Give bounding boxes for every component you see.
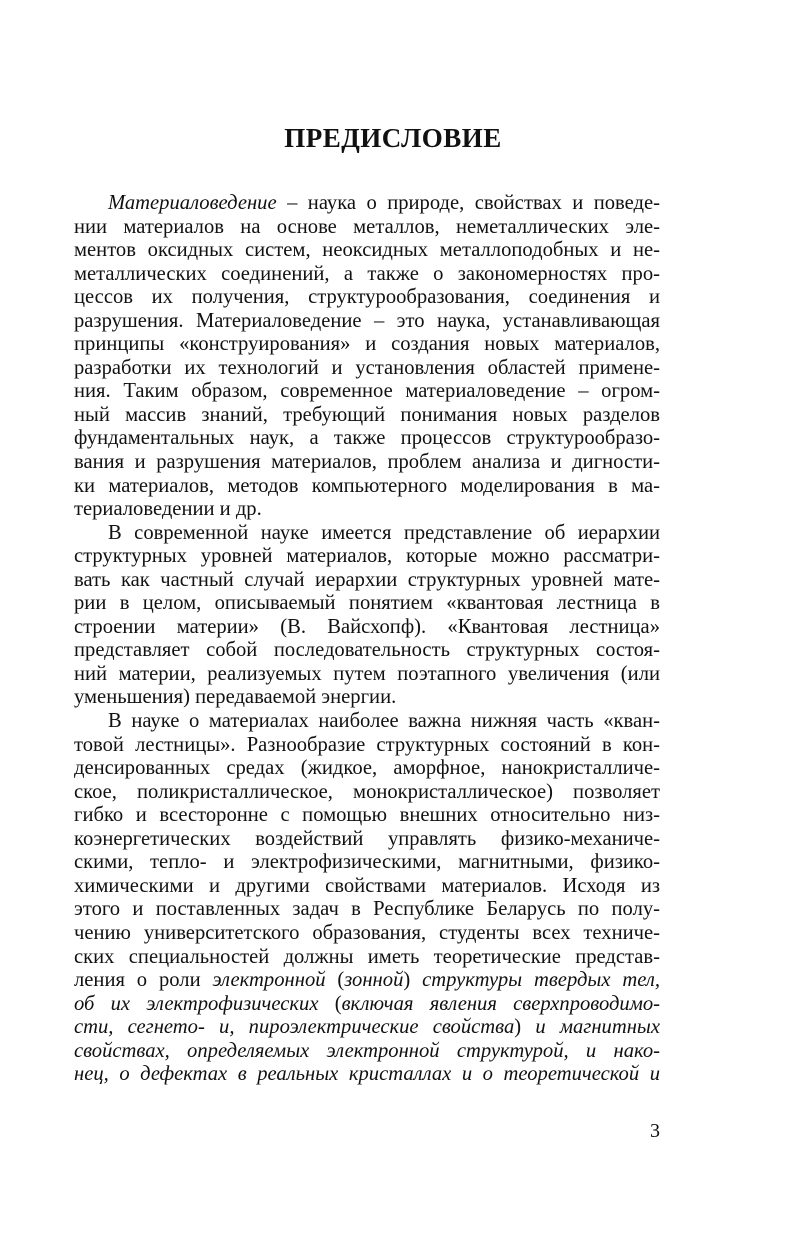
text-segment: чению университетского образования, студенты всех техниче- [74, 921, 660, 944]
text-line [74, 639, 660, 663]
text-line [74, 286, 660, 310]
italic-text-segment: об их электрофизических [74, 992, 319, 1015]
italic-text-segment: сти, сегнето- и, пироэлектрические свойства [74, 1016, 515, 1039]
text-line [74, 427, 660, 451]
text-line [74, 875, 660, 899]
text-segment: цессов их получения, структурообразования, соединения и [74, 286, 660, 309]
italic-text-segment: структуры твердых тел, [422, 969, 660, 992]
text-segment: коэнергетических воздействий управлять физико-механиче- [74, 827, 660, 850]
text-line [74, 475, 660, 499]
text-segment: ный массив знаний, требующий понимания новых разделов [74, 403, 660, 426]
text-segment: ментов оксидных систем, неоксидных металлоподобных и не- [74, 239, 660, 262]
text-line [74, 804, 660, 828]
text-line [74, 663, 660, 687]
text-line [74, 522, 660, 546]
text-line [74, 239, 660, 263]
text-segment: нии материалов на основе металлов, неметаллических эле- [74, 215, 660, 238]
italic-text-segment: свойствах, определяемых электронной структурой, и нако- [74, 1039, 660, 1062]
text-line [74, 710, 660, 734]
text-segment: ний материи, реализуемых путем поэтапного увеличения (или [74, 662, 660, 685]
italic-text-segment: нец, о дефектах в реальных кристаллах и о теоретической и [74, 1063, 660, 1086]
text-line [74, 828, 660, 852]
italic-text-segment: включая явления сверхпроводимо- [341, 992, 660, 1015]
text-segment: уменьшения) передаваемой энергии. [74, 686, 397, 709]
italic-text-segment: зонной [344, 969, 404, 992]
text-segment: териаловедении и др. [74, 498, 262, 521]
text-segment: ки материалов, методов компьютерного моделирования в ма- [74, 474, 660, 497]
text-line [74, 216, 660, 240]
text-line [74, 451, 660, 475]
text-line [74, 1040, 660, 1064]
text-segment: структурных уровней материалов, которые можно рассматри- [74, 545, 660, 568]
page-number: 3 [650, 1120, 660, 1142]
text-line [74, 781, 660, 805]
text-segment: ления о роли [74, 969, 213, 992]
text-segment: химическими и другими свойствами материалов. Исходя из [74, 874, 660, 897]
text-line [74, 616, 660, 640]
text-line [74, 898, 660, 922]
text-segment: В науке о материалах наиболее важна нижняя часть «кван- [108, 710, 660, 733]
text-line [74, 545, 660, 569]
text-line [74, 592, 660, 616]
text-segment: – наука о природе, свойствах и поведе- [276, 192, 660, 214]
text-segment: ) [403, 969, 423, 992]
text-segment: этого и поставленных задач в Республике Беларусь по полу- [74, 898, 660, 921]
text-line [74, 757, 660, 781]
text-segment: гибко и всесторонне с помощью внешних относительно низ- [74, 804, 660, 827]
text-line [74, 969, 660, 993]
text-segment: разработки их технологий и установления областей примене- [74, 356, 660, 379]
page-title: ПРЕДИСЛОВИЕ [284, 123, 502, 154]
text-line [74, 192, 660, 216]
text-line [74, 380, 660, 404]
text-line [74, 686, 660, 710]
text-line [74, 263, 660, 287]
text-segment: металлических соединений, а также о закономерностях про- [74, 262, 660, 285]
text-segment: ( [318, 992, 342, 1015]
italic-text-segment: Материаловедение [108, 192, 277, 214]
italic-text-segment: электронной [212, 969, 326, 992]
text-line [74, 498, 660, 522]
text-segment: товой лестницы». Разнообразие структурных состояний в кон- [74, 733, 660, 756]
text-line [74, 569, 660, 593]
text-line [74, 333, 660, 357]
text-segment: ское, поликристаллическое, монокристаллическое) позволяет [74, 780, 660, 803]
text-segment: ния. Таким образом, современное материаловедение – огром- [74, 380, 660, 403]
text-segment: ( [325, 969, 345, 992]
text-segment: строении материи» (В. Вайсхопф). «Квантовая лестница» [74, 615, 660, 638]
text-segment: скими, тепло- и электрофизическими, магнитными, физико- [74, 851, 660, 874]
text-segment: принципы «конструирования» и создания новых материалов, [74, 333, 660, 356]
text-segment: разрушения. Материаловедение – это наука, устанавливающая [74, 309, 660, 332]
text-line [74, 357, 660, 381]
text-segment: фундаментальных наук, а также процессов структурообразо- [74, 427, 660, 450]
body-text [74, 192, 660, 1087]
text-line [74, 404, 660, 428]
text-segment: рии в целом, описываемый понятием «квантовая лестница в [74, 592, 660, 615]
text-line [74, 310, 660, 334]
text-segment: денсированных средах (жидкое, аморфное, нанокристалличе- [74, 757, 660, 780]
text-line [74, 1016, 660, 1040]
text-segment: вать как частный случай иерархии структурных уровней мате- [74, 568, 660, 591]
text-line [74, 993, 660, 1017]
text-segment: вания и разрушения материалов, проблем анализа и дигности- [74, 451, 660, 474]
text-segment: В современной науке имеется представление об иерархии [108, 521, 660, 544]
text-line [74, 922, 660, 946]
text-line [74, 734, 660, 758]
italic-text-segment: и магнитных [535, 1016, 661, 1039]
text-line [74, 946, 660, 970]
text-line [74, 851, 660, 875]
text-segment: представляет собой последовательность структурных состоя- [74, 639, 660, 662]
text-line [74, 1063, 660, 1087]
text-segment: ) [514, 1016, 536, 1039]
text-segment: ских специальностей должны иметь теоретические представ- [74, 945, 660, 968]
